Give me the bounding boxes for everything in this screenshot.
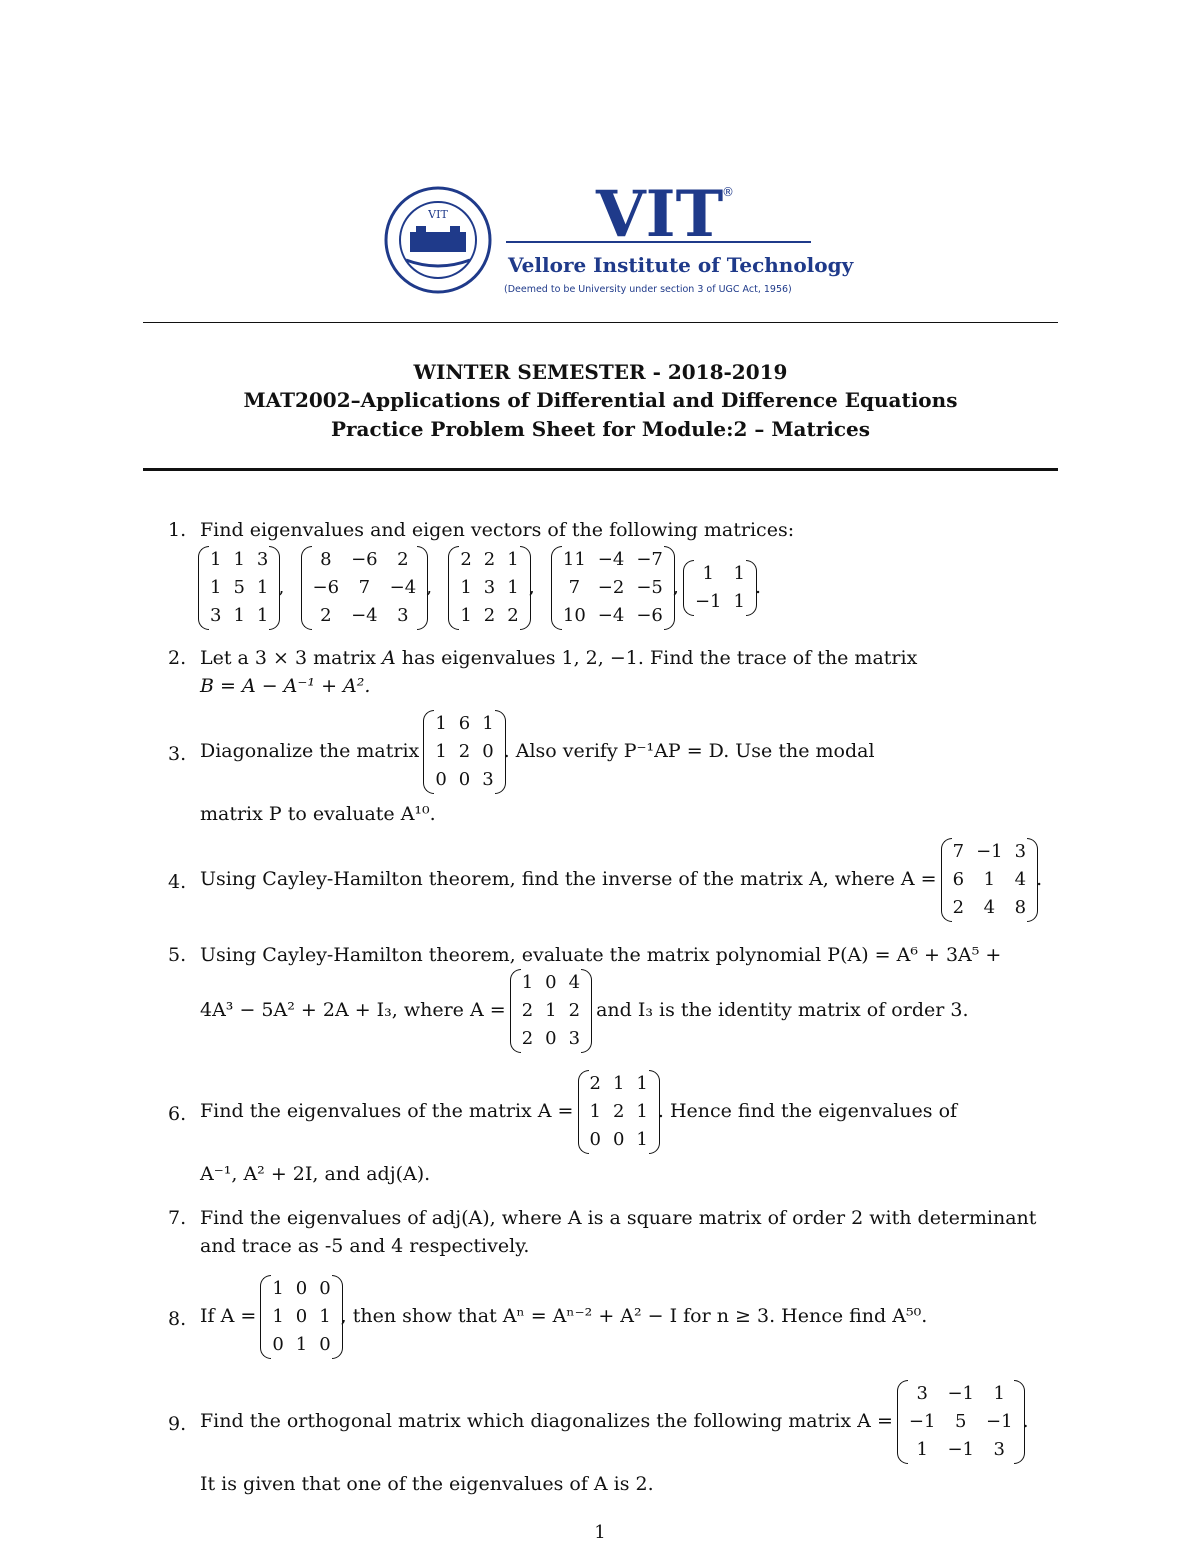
problem-number: 9.: [168, 1413, 187, 1435]
vit-wordmark: VIT: [596, 177, 724, 252]
header-line-1: WINTER SEMESTER - 2018-2019: [413, 360, 788, 384]
matrix-5: 1 1 −1 1: [689, 560, 751, 616]
matrix-1: 1 1 3 1 5 1 3 1 1: [204, 546, 274, 630]
problem-number: 2.: [168, 647, 187, 669]
matrix-A: 7 −1 3 6 1 4 2 4 8: [947, 838, 1032, 922]
vit-emblem-icon: [386, 177, 854, 300]
problem-formula: B = A − A⁻¹ + A².: [200, 675, 371, 697]
problem-number: 1.: [168, 519, 187, 541]
vit-logo: [386, 177, 854, 300]
problem-number: 8.: [168, 1308, 187, 1330]
problem-number: 3.: [168, 743, 187, 765]
matrix-A: 3 −1 1 −1 5 −1 1 −1 3: [903, 1380, 1019, 1464]
matrix-A: 2 1 1 1 2 1 0 0 1: [584, 1070, 654, 1154]
bottom-rule: [143, 468, 1058, 471]
registered-mark: ®: [722, 185, 734, 199]
header-line-2: MAT2002–Applications of Differential and Difference Equations: [243, 388, 958, 412]
matrix-A: 1 0 4 2 1 2 2 0 3: [516, 969, 586, 1053]
problem-number: 5.: [168, 944, 187, 966]
matrix-3: 2 2 1 1 3 1 1 2 2: [454, 546, 524, 630]
matrix-row: 1 1 3 1 5 1 3 1 1 , 8 −6 2 −6 7 −4 2 −4 3 , 2 2 1 1 3 1 1 2 2 , 11 −4 −7 7 −2 −5 10 −4 −6 , 1 1 −1 1 .: [200, 546, 1060, 630]
problem-number: 4.: [168, 871, 187, 893]
matrix-A: 1 0 0 1 0 1 0 1 0: [266, 1275, 336, 1359]
institute-name: Vellore Institute of Technology: [508, 253, 854, 277]
problem-number: 6.: [168, 1103, 187, 1125]
institute-sub: (Deemed to be University under section 3 of UGC Act, 1956): [504, 284, 792, 295]
matrix-4: 11 −4 −7 7 −2 −5 10 −4 −6: [557, 546, 669, 630]
header-line-3: Practice Problem Sheet for Module:2 – Matrices: [330, 417, 871, 441]
problem-number: 7.: [168, 1207, 187, 1229]
top-rule: [143, 322, 1058, 323]
page-number: 1: [594, 1522, 606, 1543]
emblem-text: VIT: [428, 208, 448, 221]
matrix-2: 8 −6 2 −6 7 −4 2 −4 3: [307, 546, 423, 630]
matrix-A: 1 6 1 1 2 0 0 0 3: [429, 710, 499, 794]
problem-text: Find eigenvalues and eigen vectors of the following matrices:: [200, 519, 795, 541]
